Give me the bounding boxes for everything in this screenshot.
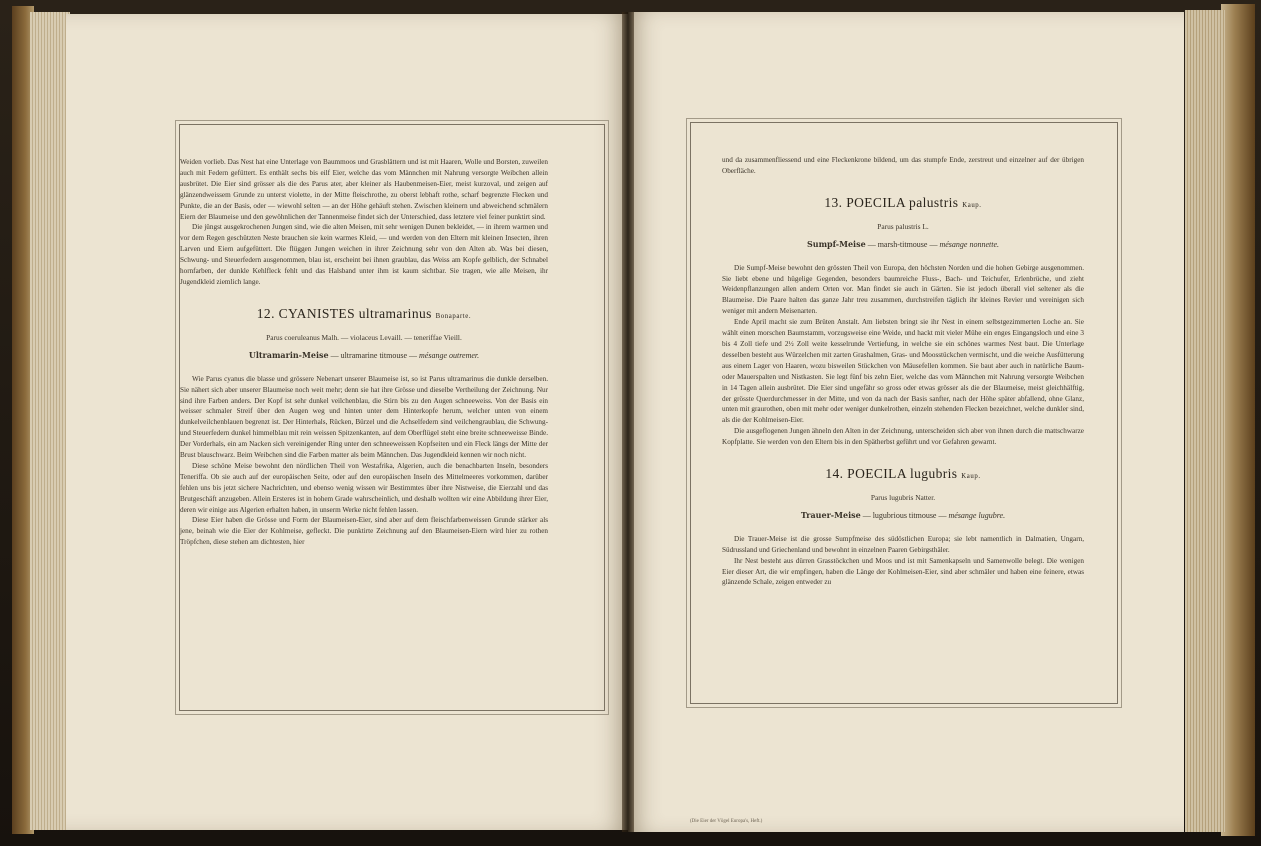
section-13-authority: Kaup. [962, 201, 982, 209]
section-13-heading [722, 195, 1084, 214]
section-12-paragraph-3: Diese Eier haben die Grösse und Form der Blaumeisen-Eier, sind aber auf dem fleischfarbenweissen Grunde stärker als jene, beinah wie die Eier der Kohlmeise, gefleckt. Die punktirte Zeichnung auf den Blaumeisen-Eiern wird hier zu rothen Tröpfchen, diese stehen am dichtesten, hier [180, 516, 548, 547]
section-14-name-german: Trauer-Meise [800, 509, 861, 520]
section-14-name-english: lugubrious titmouse [872, 510, 937, 520]
section-12-title: 12. CYANISTES ultramarinus [256, 305, 432, 321]
section-13-synonyms: Parus palustris L. [877, 221, 929, 231]
section-14-name-french: mésange lugubre. [948, 510, 1006, 520]
section-12-paragraph-2: Diese schöne Meise bewohnt den nördlichen Theil von Westafrika, Algerien, auch die benachbarten Inseln, besonders Teneriffa. Ob sie auch auf der europäischen Seite, oder auf den europäischen Inseln des Mittelmeeres vorkommen, darüber fehlen uns bis jetzt sichere Nachrichten, und ebenso wenig wissen wir Bestimmtes über ihre Nistweise, die Eierzahl und das Brutgeschäft anzugeben. Allein Ersteres ist in hohem Grade wahrscheinlich, und deshalb wollten wir eine Abbildung ihrer Eier, deren wir einige aus Algerien erhalten haben, in unserm Werke nicht fehlen lassen. [180, 461, 548, 514]
section-12-name-german: Ultramarin-Meise [248, 349, 329, 360]
section-13-title: 13. POECILA palustris [824, 194, 959, 210]
left-page-text [180, 157, 548, 548]
section-13-name-german: Sumpf-Meise [806, 238, 866, 249]
section-13-name-french: mésange nonnette. [939, 239, 1000, 249]
section-14-synonyms: Parus lugubris Natter. [870, 493, 936, 503]
section-13-paragraph-2: Ende April macht sie zum Brüten Anstalt. Am liebsten bringt sie ihr Nest in einem selbstgezimmerten Loche an. Sie wählt einen morschen Baumstamm, vorzugsweise eine Weide, und hackt mit vieler Mühe ein enges Eingangsloch und eine 3 bis 4 Zoll tiefe und 2½ Zoll weite kesselrunde Vertiefung, in welche sie ein schönes warmes Nest baut. Die Unterlage desselben besteht aus Würzelchen mit zarten Grashalmen, Gras- und Moosstückchen vermischt, und die weiche Ausfütterung aus einem Lager von Haaren, wozu bisweilen Stückchen von Mäusefellen kommen. Sie baut aber auch in natürliche Baum- oder Mauerspalten und Nistkasten. Sie legt fünf bis zehn Eier, welche das vom Männchen mit Nahrung versorgte Weibchen in 14 Tagen allein ausbrütet. Die Eier sind ungefähr so gross oder etwas grösser als die der Blaumeise, meist gleichhälftig, der grösste Querdurchmesser in der Mitte, und von da nach der Basis sanfter, nach der Höhe später abfallend, ohne Glanz, unten mit graurothen, oben mit mehr oder weniger dunkelrothen, einzeln stehenden Flecken bezeichnet, welche dunkler sind, als die der Kohlmeisen-Eier. [722, 318, 1084, 425]
section-12-synonyms: Parus coeruleanus Malh. — violaceus Levaill. — teneriffae Vieill. [266, 332, 462, 342]
right-cover-edge [1221, 4, 1255, 836]
section-14-authority: Kaup. [961, 473, 981, 481]
section-12-name-french: mésange outremer. [419, 350, 480, 360]
book-gutter [622, 12, 634, 832]
section-14-paragraph-1: Die Trauer-Meise ist die grosse Sumpfmeise des südöstlichen Europa; sie lebt namentlich in Dalmatien, Ungarn, Südrussland und Griechenland und bewohnt in einzelnen Paaren Gebirgsthäler. [722, 534, 1084, 554]
page-footer: (Die Eier der Vögel Europa's, Heft.) [690, 819, 763, 824]
section-13-common-names: Sumpf-Meise — marsh-titmouse — mésange nonnette. [806, 238, 1000, 249]
right-page-edges [1185, 10, 1225, 832]
section-14-title: 14. POECILA lugubris [825, 466, 958, 482]
section-13-paragraph-3: Die ausgeflogenen Jungen ähneln den Alten in der Zeichnung, unterscheiden sich aber von ihnen durch die mattschwarze Kopfplatte. Sie werden von den Eltern bis in den Spätherbst geführt und vor Gefahren gewarnt. [722, 427, 1084, 447]
right-page-text [722, 155, 1084, 588]
right-intro-paragraph: und da zusammenfliessend und eine Fleckenkrone bildend, um das stumpfe Ende, zerstreut und einzelner auf der übrigen Oberfläche. [722, 156, 1084, 175]
section-12-authority: Bonaparte. [435, 312, 472, 320]
section-12-name-english: ultramarine titmouse [340, 350, 408, 360]
section-12-common-names: Ultramarin-Meise — ultramarine titmouse — mésange outremer. [248, 349, 480, 360]
section-12-paragraph-1: Wie Parus cyanus die blasse und grössere Nebenart unserer Blaumeise ist, so ist Parus ultramarinus die dunkle derselben. Sie nähert sich aber unserer Blaumeise noch weit mehr; denn sie hat ihre Grösse und dieselbe Vertheilung der Zeichnung. Nur sind ihre Farben anders. Der Kopf ist sehr dunkel veilchenblau, die Stirn bis zu den Augen schneeweiss. Von der Basis ein weisser schmaler Streif über den Augen weg und hinten unter dem Hinterkopfe herum, welcher unten von einem dunkelveilchenblauen begrenzt ist. Der Hinterhals, Rücken, Bürzel und die Achselfedern sind veilchengraublau, die Schwung- und Steuerfedern dunkel himmelblau mit rein weissen Spitzenkanten, auf dem Oberflügel steht eine breite schneeweisse Binde. Der Vorderhals, ein am Nacken sich vereinigender Ring unter den schneeweissen Kopfseiten und ein Fleck längs der Mitte der Brust blauschwarz. Beim Weibchen sind die Farben matter als beim Männchen. Das Jugendkleid kennen wir noch nicht. [180, 374, 548, 460]
section-14-common-names: Trauer-Meise — lugubrious titmouse — mésange lugubre. [800, 509, 1006, 520]
section-13-paragraph-1: Die Sumpf-Meise bewohnt den grössten Theil von Europa, den höchsten Norden und die hohen Gebirge ausgenommen. Sie liebt ebene und hügelige Gegenden, besonders baumreiche Fluss-, Bach- und Teichufer, Erlenbrüche, und zieht Weidenpflanzungen allen andern Orten vor. Man findet sie auch in Gärten. Sie ist jedoch überall viel seltener als die Blaumeise. Die Paare halten das ganze Jahr treu zusammen, durchstreifen täglich ihr kleines Revier und vereinigen sich weniger mit andern Meisenarten. [722, 263, 1084, 316]
section-12-heading [180, 306, 548, 325]
section-14-paragraph-2: Ihr Nest besteht aus dürren Grasstöckchen und Moos und ist mit Samenkapseln und Samenwolle belegt. Die wenigen Eier dieser Art, die wir empfingen, haben die Länge der Kohlmeisen-Eier, sind aber schmäler und haben eine feinere, etwas glänzende Schale, zeigen entweder zu [722, 556, 1084, 587]
left-page-edges [30, 12, 70, 830]
section-13-name-english: marsh-titmouse [877, 239, 928, 249]
left-intro-paragraph-1: Weiden vorlieb. Das Nest hat eine Unterlage von Baummoos und Grasblättern und ist mit Haaren, Wolle und Borsten, zuweilen auch mit Federn gefüttert. Es enthält sechs bis eilf Eier, welche das vom Männchen mit Nahrung versorgte Weibchen allein ausbrütet. Die Eier sind grösser als die des Parus ater, aber kleiner als Haubenmeisen-Eier, meist kurzoval, und zeigen auf glänzendweissem Grunde zu unterst violette, in der Mitte fleischrothe, zu oberst lebhaft rothe, scharf begrenzte Flecken und Punkte, die an der Basis, oder — wiewohl selten — an der Höhe gehäuft stehen. Zwischen kleinern und abweichend schmälern Eiern der Blaumeise und den gewöhnlichen der Tannenmeise findet sich der Unterschied, dass letztere viel feiner punktirt sind. [180, 158, 548, 221]
left-intro-paragraph-2: Die jüngst ausgekrochenen Jungen sind, wie die alten Meisen, mit sehr wenigen Dunen bekleidet, — in ihrem warmen und vor dem Regen geschützten Neste brauchen sie kein warmes Kleid, — und werden von den Eltern mit kleinen Insecten, ihren Larven und Eiern aufgefüttert. Die flüggen Jungen weichen in ihrer Zeichnung sehr von den Alten ab. Was bei diesen, Schwung- und Steuerfedern ausgenommen, blau ist, erscheint bei ihnen graublau, das Weiss am Kopfe gelblich, der Schnabel hornfarben, der dunkle Kehlfleck fehlt und das Halsband unter ihm ist kaum sichtbar. Sie tragen, wie alle Meisen, ihr Jugendkleid ziemlich lange. [180, 223, 548, 286]
section-14-heading [722, 466, 1084, 485]
